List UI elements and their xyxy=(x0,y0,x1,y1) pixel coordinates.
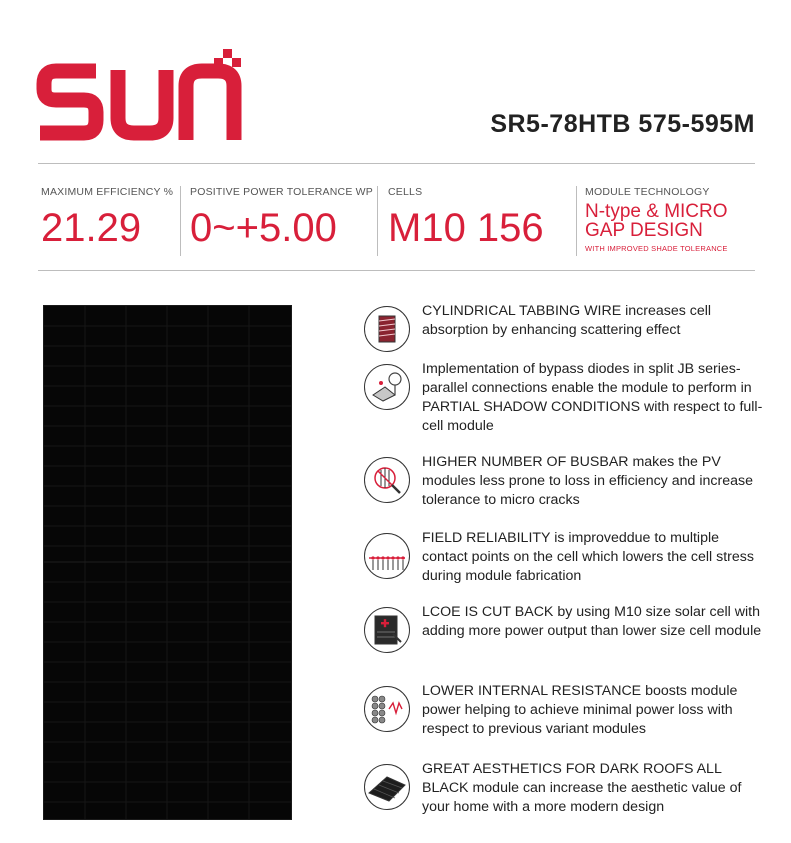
field-reliability-icon xyxy=(364,533,410,579)
bypass-diode-icon xyxy=(364,364,410,410)
feature-text: Implementation of bypass diodes in split JB series-parallel connections enable the module to perform in PARTIAL SHADOW CONDITIONS with respect to full-cell module xyxy=(422,361,763,434)
feature-text: GREAT AESTHETICS FOR DARK ROOFS ALL BLACK module can increase the aesthetic value of your home with a more modern design xyxy=(422,761,742,815)
feature-text: CYLINDRICAL TABBING WIRE increases cell absorption by enhancing scattering effect xyxy=(422,303,712,338)
spec-value: 0~+5.00 xyxy=(190,206,337,250)
spec-divider xyxy=(377,186,378,256)
feature-text: HIGHER NUMBER OF BUSBAR makes the PV modules less prone to loss in efficiency and increase tolerance to micro cracks xyxy=(422,454,753,508)
spec-label: MAXIMUM EFFICIENCY % xyxy=(41,186,174,198)
brand-logo xyxy=(36,46,242,146)
spec-label: CELLS xyxy=(388,186,423,198)
spec-module-technology xyxy=(585,186,728,253)
solar-panel-image xyxy=(43,305,292,820)
spec-label: POSITIVE POWER TOLERANCE WP xyxy=(190,186,373,198)
feature-text: LOWER INTERNAL RESISTANCE boosts module power helping to achieve minimal power loss with respect to previous variant modules xyxy=(422,683,738,737)
spec-value: 21.29 xyxy=(41,206,142,250)
spec-divider xyxy=(576,186,577,256)
spec-power-tolerance xyxy=(190,186,373,248)
spec-value-line1: N-type & MICRO xyxy=(585,201,728,222)
lcoe-icon xyxy=(364,607,410,653)
dark-roof-icon xyxy=(364,764,410,810)
feature-text: FIELD RELIABILITY is improveddue to multiple contact points on the cell which lowers the cell stress during module fabrication xyxy=(422,530,754,584)
spec-subtext: WITH IMPROVED SHADE TOLERANCE xyxy=(585,243,728,253)
spec-value: M10 156 xyxy=(388,206,544,250)
spec-value-line2: GAP DESIGN xyxy=(585,220,703,242)
resistance-icon xyxy=(364,686,410,732)
busbar-icon xyxy=(364,457,410,503)
spec-divider xyxy=(180,186,181,256)
spec-cells xyxy=(388,186,544,248)
spec-efficiency xyxy=(41,186,173,248)
divider-bottom xyxy=(38,270,755,271)
tabbing-wire-icon xyxy=(364,306,410,352)
model-number: SR5-78HTB 575-595M xyxy=(490,110,755,138)
divider-top xyxy=(38,163,755,164)
feature-text: LCOE IS CUT BACK by using M10 size solar cell with adding more power output than lower size cell module xyxy=(422,604,762,639)
spec-label: MODULE TECHNOLOGY xyxy=(585,186,710,198)
